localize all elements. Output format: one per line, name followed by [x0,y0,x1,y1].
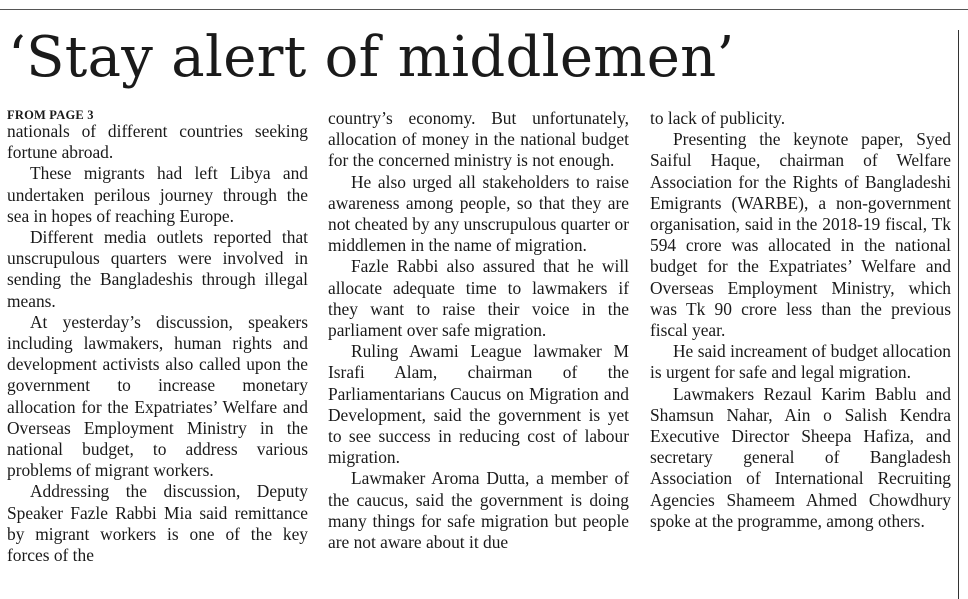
article-column-1 [7,108,308,566]
paragraph: Ruling Awami League lawmaker M Israfi Alam, chairman of the Parliamentarians Caucus on Migration and Development, said the government is yet to see success in reducing cost of labour migration. [328,341,629,468]
paragraph: nationals of different countries seeking fortune abroad. [7,121,308,163]
article-column-2 [328,108,629,553]
column-rule [958,30,959,599]
paragraph: Presenting the keynote paper, Syed Saiful Haque, chairman of Welfare Association for the Rights of Bangladeshi Emigrants (WARBE), a non-government organisation, said in the 2018-19 fiscal, Tk 594 crore was allocated in the national budget for the Expatriates’ Welfare and Overseas Employment Ministry, which was Tk 90 crore less than the previous fiscal year. [650,129,951,341]
paragraph: These migrants had left Libya and undertaken perilous journey through the sea in hopes of reaching Europe. [7,163,308,226]
paragraph: country’s economy. But unfortunately, allocation of money in the national budget for the concerned ministry is not enough. [328,108,629,171]
paragraph: Lawmakers Rezaul Karim Bablu and Shamsun Nahar, Ain o Salish Kendra Executive Director Sheepa Hafiza, and secretary general of Bangladesh Association of International Recruiting Agencies Shameem Ahmed Chowdhury spoke at the programme, among others. [650,383,951,531]
paragraph: to lack of publicity. [650,108,786,128]
headline: ‘Stay alert of middlemen’ [8,25,735,90]
paragraph: At yesterday’s discussion, speakers including lawmakers, human rights and development activists also called upon the government to increase monetary allocation for the Expatriates’ Welfare and Overseas Employment Ministry in the national budget, to address various problems of migrant workers. [7,311,308,481]
paragraph: Fazle Rabbi also assured that he will allocate adequate time to lawmakers if they want to raise their voice in the parliament over safe migration. [328,256,629,341]
article-column-3 [650,108,951,532]
paragraph: He said increament of budget allocation is urgent for safe and legal migration. [650,341,951,383]
continuation-kicker: FROM PAGE 3 [7,108,94,122]
paragraph: He also urged all stakeholders to raise awareness among people, so that they are not cheated by any unscrupulous quarter or middlemen in the name of migration. [328,171,629,256]
paragraph: Different media outlets reported that unscrupulous quarters were involved in sending the Bangladeshis through illegal means. [7,227,308,311]
paragraph: Lawmaker Aroma Dutta, a member of the caucus, said the government is doing many things for safe migration but people are not aware about it due [328,468,629,553]
top-rule [0,9,968,10]
paragraph: Addressing the discussion, Deputy Speaker Fazle Rabbi Mia said remittance by migrant workers is one of the key forces of the [7,481,308,566]
